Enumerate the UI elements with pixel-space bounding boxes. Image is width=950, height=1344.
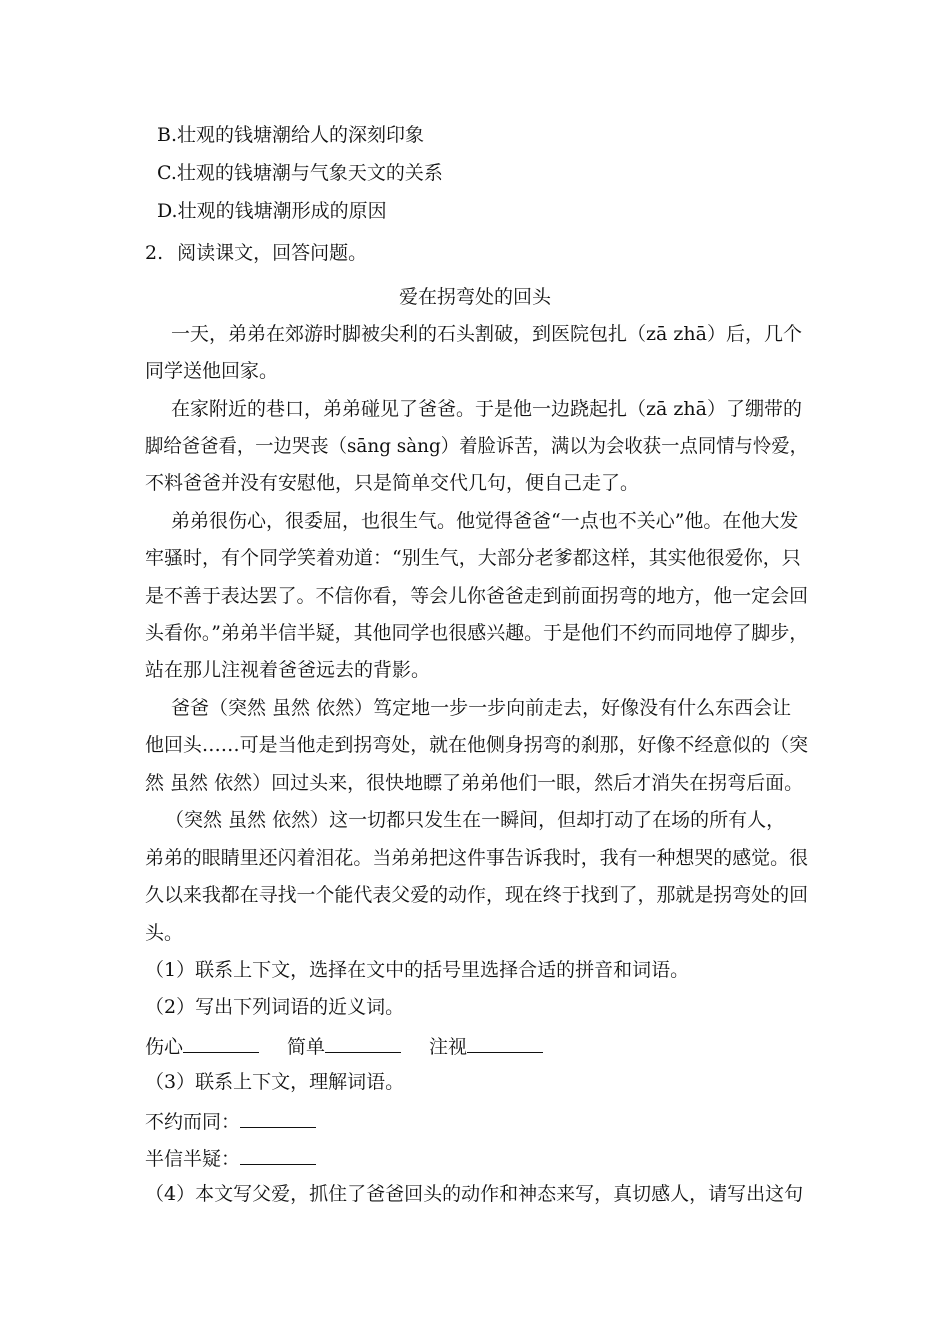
- paragraph-line: 久以来我都在寻找一个能代表父爱的动作，现在终于找到了，那就是拐弯处的回: [145, 884, 809, 906]
- synonym-term: 注视: [429, 1036, 468, 1058]
- paragraph-line: 牢骚时，有个同学笑着劝道：“别生气，大部分老爹都这样，其实他很爱你，只: [145, 547, 801, 569]
- paragraph-line: （突然 虽然 依然）这一切都只发生在一瞬间，但却打动了在场的所有人，: [165, 809, 786, 831]
- option-b: B.壮观的钱塘潮给人的深刻印象: [157, 124, 425, 146]
- synonym-row: [145, 1034, 543, 1059]
- paragraph-line: 弟弟的眼睛里还闪着泪花。当弟弟把这件事告诉我时，我有一种想哭的感觉。很: [145, 847, 809, 869]
- paragraph-line: 爸爸（突然 虽然 依然）笃定地一步一步向前走去，好像没有什么东西会让: [171, 697, 792, 719]
- synonym-term: 伤心: [145, 1036, 184, 1058]
- paragraph-line: 在家附近的巷口，弟弟碰见了爸爸。于是他一边跷起扎（zā zhā）了绷带的: [171, 398, 802, 420]
- paragraph-line: 他回头……可是当他走到拐弯处，就在他侧身拐弯的刹那，好像不经意似的（突: [145, 734, 809, 756]
- question-prompt: 阅读课文，回答问题。: [177, 242, 368, 264]
- answer-blank[interactable]: [467, 1034, 543, 1053]
- question-2: [145, 242, 367, 265]
- sub-question-3: （3）联系上下文，理解词语。: [145, 1071, 405, 1093]
- answer-blank[interactable]: [325, 1034, 401, 1053]
- term-label: 不约而同：: [145, 1111, 241, 1133]
- answer-blank[interactable]: [240, 1146, 316, 1165]
- answer-blank[interactable]: [240, 1109, 316, 1128]
- sub-question-4: （4）本文写父爱，抓住了爸爸回头的动作和神态来写，真切感人，请写出这句: [145, 1183, 804, 1205]
- synonym-term: 简单: [287, 1036, 326, 1058]
- paragraph-line: 头。: [145, 922, 184, 944]
- passage-title: 爱在拐弯处的回头: [398, 286, 551, 308]
- term-row: [145, 1146, 316, 1171]
- paragraph-line: 一天，弟弟在郊游时脚被尖利的石头割破，到医院包扎（zā zhā）后，几个: [171, 323, 802, 345]
- option-c: C.壮观的钱塘潮与气象天文的关系: [157, 162, 443, 184]
- paragraph-line: 然 虽然 依然）回过头来，很快地瞟了弟弟他们一眼，然后才消失在拐弯后面。: [145, 772, 804, 794]
- paragraph-line: 弟弟很伤心，很委屈，也很生气。他觉得爸爸“一点也不关心”他。在他大发: [171, 510, 799, 532]
- term-label: 半信半疑：: [145, 1148, 241, 1170]
- question-number: 2.: [145, 242, 164, 264]
- paragraph-line: 同学送他回家。: [145, 360, 279, 382]
- answer-blank[interactable]: [183, 1034, 259, 1053]
- term-row: [145, 1109, 316, 1134]
- paragraph-line: 站在那儿注视着爸爸远去的背影。: [145, 659, 431, 681]
- paragraph-line: 脚给爸爸看，一边哭丧（sāng sàng）着脸诉苦，满以为会收获一点同情与怜爱，: [145, 435, 809, 457]
- sub-question-2: （2）写出下列词语的近义词。: [145, 996, 405, 1018]
- paragraph-line: 不料爸爸并没有安慰他，只是简单交代几句，便自己走了。: [145, 472, 640, 494]
- sub-question-1: （1）联系上下文，选择在文中的括号里选择合适的拼音和词语。: [145, 959, 690, 981]
- paragraph-line: 是不善于表达罢了。不信你看，等会儿你爸爸走到前面拐弯的地方，他一定会回: [145, 585, 809, 607]
- paragraph-line: 头看你。”弟弟半信半疑，其他同学也很感兴趣。于是他们不约而同地停了脚步，: [145, 622, 809, 644]
- option-d: D.壮观的钱塘潮形成的原因: [157, 200, 387, 222]
